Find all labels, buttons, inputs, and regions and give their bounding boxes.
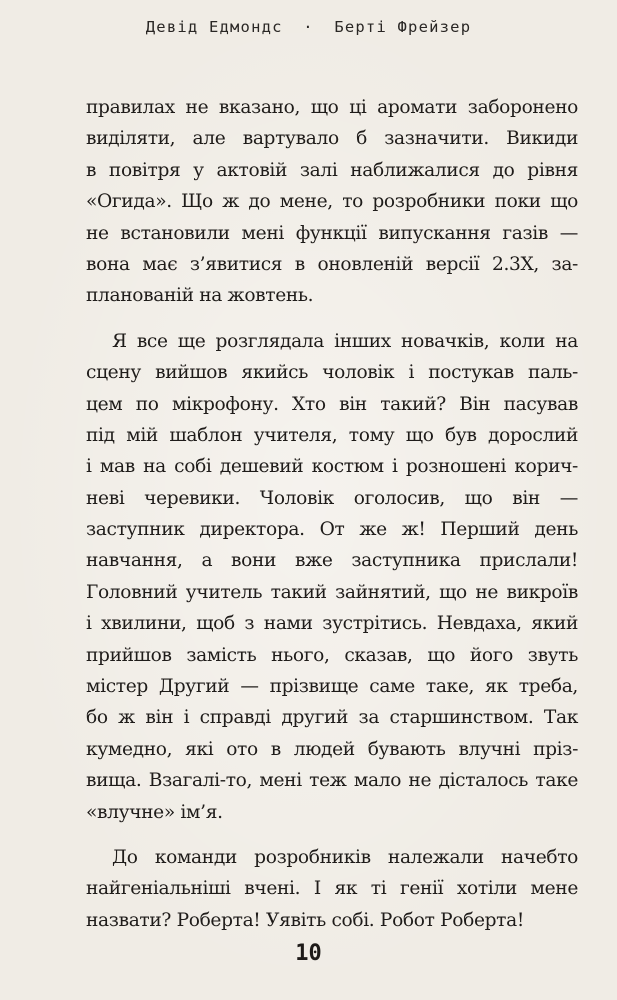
page-number: 10 [295,941,322,966]
text-line: кумедно, які ото в людей бувають влучні пріз- [86,738,578,760]
paragraph-gap [86,312,578,326]
text-line: «влучне» ім’я. [86,801,223,823]
text-line: вища. Взагалі-то, мені теж мало не дісталось таке [86,770,578,792]
text-line: навчання, а вони вже заступника прислали! [86,550,578,572]
running-header [0,18,617,36]
text-line: вона має з’явитися в оновленій версії 2.3X, за- [86,253,578,275]
text-line: в повітря у актовій залі наближалися до рівня [86,159,578,181]
header-separator: · [303,18,314,36]
paragraph-1 [86,92,578,312]
text-line: не встановили мені функції випускання газів — [86,222,578,244]
text-line: і хвилини, щоб з нами зустрітись. Невдаха, який [86,613,578,635]
text-line: сцену вийшов якийсь чоловік і постукав паль- [86,362,578,384]
paragraph-2 [86,326,578,828]
header-author-2: Берті Фрейзер [334,18,472,36]
text-line: заступник директора. От же ж! Перший день [86,519,578,541]
text-line: найгеніальніші вчені. І як ті генії хотіли мене [86,878,578,900]
text-line: планованій на жовтень. [86,285,314,307]
text-line: прийшов замість нього, сказав, що його звуть [86,644,578,666]
text-line: під мій шаблон учителя, тому що був дорослий [86,424,578,446]
header-author-1: Девід Едмондс [145,18,283,36]
text-line: виділяти, але вартувало б зазначити. Викиди [86,128,578,150]
text-line: і мав на собі дешевий костюм і розношені корич- [86,456,578,478]
text-line: Головний учитель такий зайнятий, що не викроїв [86,581,578,603]
text-line: бо ж він і справді другий за старшинством. Так [86,707,578,729]
text-line: До команди розробників належали начебто [112,846,578,868]
paragraph-gap [86,828,578,842]
text-line: Я все ще розглядала інших новачків, коли на [112,330,578,352]
text-line: назвати? Роберта! Уявіть собі. Робот Роберта! [86,909,524,931]
paragraph-3 [86,842,578,936]
text-line: «Огида». Що ж до мене, то розробники поки що [86,191,578,213]
text-line: неві черевики. Чоловік оголосив, що він — [86,487,578,509]
text-line: цем по мікрофону. Хто він такий? Він пасував [86,393,578,415]
text-line: правилах не вказано, що ці аромати заборонено [86,97,578,118]
body-text [86,92,578,936]
text-line: містер Другий — прізвище саме таке, як треба, [86,676,578,698]
